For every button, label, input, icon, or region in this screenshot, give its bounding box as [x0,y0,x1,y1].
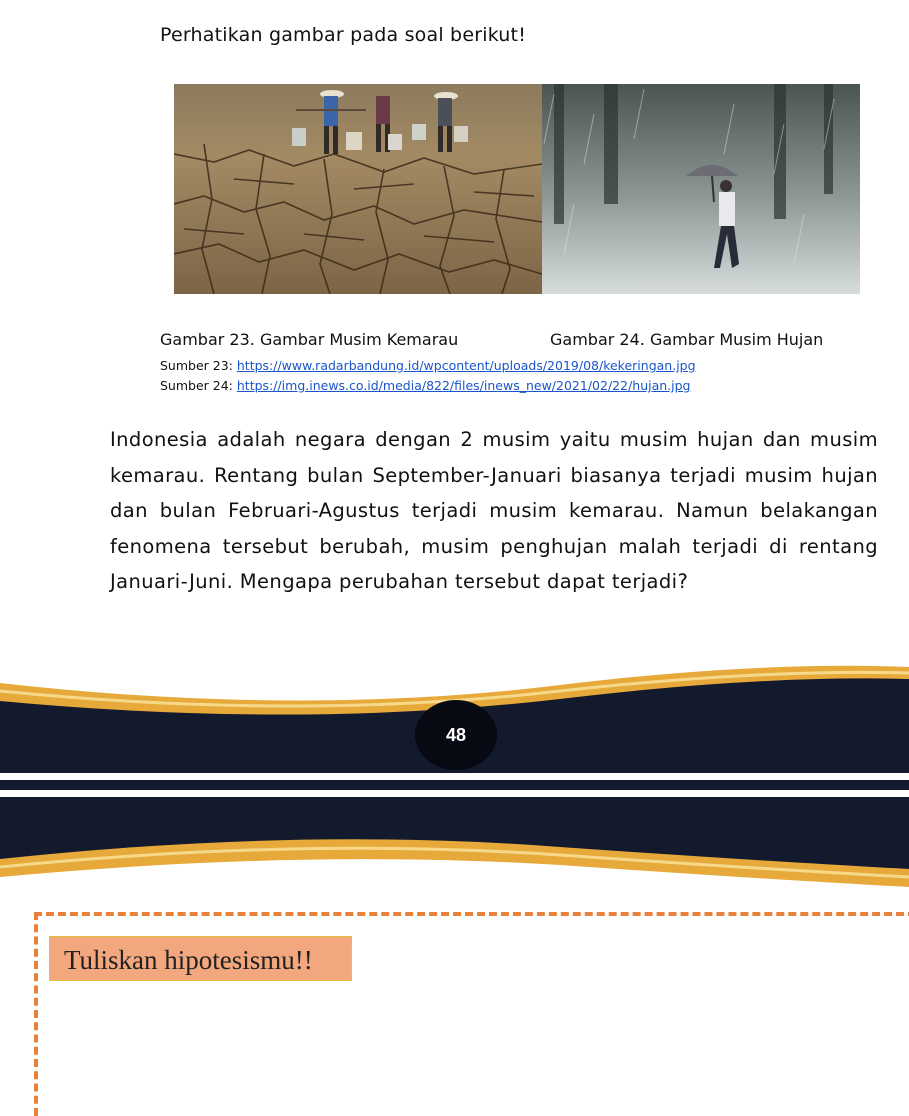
season-photos [174,84,860,294]
intro-text: Perhatikan gambar pada soal berikut! [160,24,527,46]
dry-season-photo [174,84,542,294]
figure-23-caption: Gambar 23. Gambar Musim Kemarau [160,330,459,349]
figure-24-caption: Gambar 24. Gambar Musim Hujan [550,330,824,349]
rainy-season-photo [542,84,860,294]
season-photos-illustration [174,84,860,294]
source-23-label: Sumber 23: [160,358,237,373]
page-decor-bands [0,655,909,915]
separator-line [0,780,909,790]
hypothesis-prompt-label: Tuliskan hipotesismu!! [49,936,352,981]
figure-24-source [160,378,691,393]
source-24-label: Sumber 24: [160,378,237,393]
source-24-link[interactable]: https://img.inews.co.id/media/822/files/inews_new/2021/02/22/hujan.jpg [236,378,691,393]
figure-23-source [160,358,696,373]
source-23-link[interactable]: https://www.radarbandung.id/wpcontent/uploads/2019/08/kekeringan.jpg [236,358,696,373]
page-number: 48 [415,700,497,770]
main-paragraph: Indonesia adalah negara dengan 2 musim yaitu musim hujan dan musim kemarau. Rentang bulan September-Januari biasanya terjadi musim hujan dan bulan Februari-Agustus terjadi musim kemarau. Namun belakangan fenomena tersebut berubah, musim penghujan malah terjadi di rentang Januari-Juni. Mengapa perubahan tersebut dapat terjadi? [110,428,878,593]
